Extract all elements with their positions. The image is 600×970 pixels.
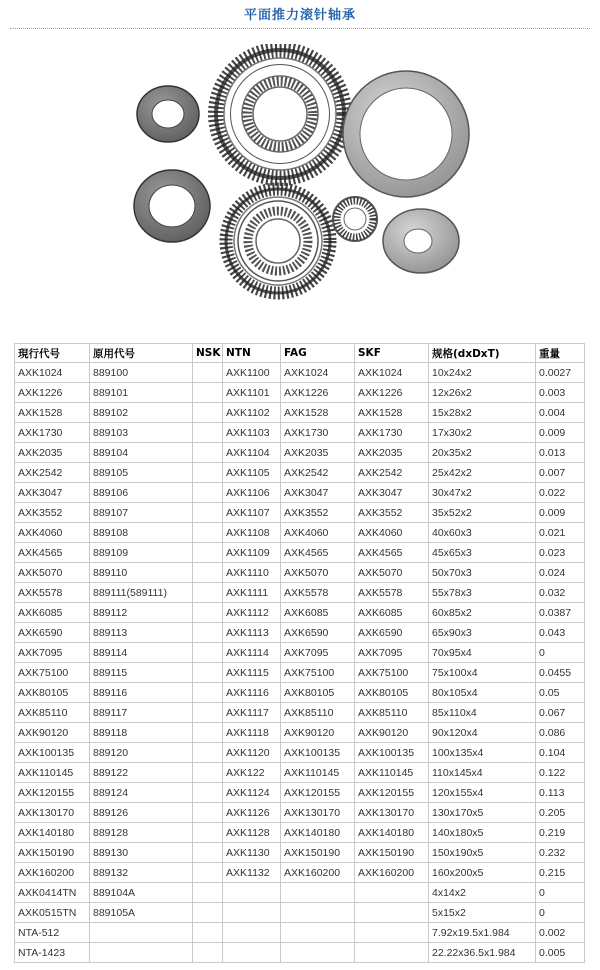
cell-old-code: 889112 bbox=[90, 603, 193, 623]
cell-nsk bbox=[193, 543, 223, 563]
table-row bbox=[15, 563, 585, 583]
cell-weight: 0.215 bbox=[536, 863, 585, 883]
cell-current-code: AXK85110 bbox=[15, 703, 90, 723]
washer-large-right bbox=[343, 71, 469, 197]
table-row bbox=[15, 383, 585, 403]
cell-old-code: 889120 bbox=[90, 743, 193, 763]
cell-dimensions: 160x200x5 bbox=[429, 863, 536, 883]
cell-weight: 0.0387 bbox=[536, 603, 585, 623]
cell-dimensions: 100x135x4 bbox=[429, 743, 536, 763]
cell-fag: AXK80105 bbox=[281, 683, 355, 703]
table-row bbox=[15, 663, 585, 683]
cell-ntn bbox=[223, 943, 281, 963]
cell-nsk bbox=[193, 923, 223, 943]
table-row bbox=[15, 783, 585, 803]
table-body bbox=[15, 363, 585, 963]
header-fag: FAG bbox=[281, 344, 355, 363]
cell-dimensions: 35x52x2 bbox=[429, 503, 536, 523]
cell-weight: 0.104 bbox=[536, 743, 585, 763]
cell-old-code: 889117 bbox=[90, 703, 193, 723]
cell-nsk bbox=[193, 883, 223, 903]
cell-nsk bbox=[193, 443, 223, 463]
cell-fag bbox=[281, 903, 355, 923]
cell-nsk bbox=[193, 703, 223, 723]
table-row bbox=[15, 643, 585, 663]
cell-fag: AXK1528 bbox=[281, 403, 355, 423]
washer-medium-left bbox=[134, 170, 210, 242]
cell-weight: 0.067 bbox=[536, 703, 585, 723]
cell-nsk bbox=[193, 663, 223, 683]
cell-nsk bbox=[193, 843, 223, 863]
cell-ntn: AXK1124 bbox=[223, 783, 281, 803]
cell-fag: AXK2542 bbox=[281, 463, 355, 483]
table-row bbox=[15, 703, 585, 723]
cell-skf: AXK100135 bbox=[355, 743, 429, 763]
cell-fag: AXK3047 bbox=[281, 483, 355, 503]
cell-old-code: 889100 bbox=[90, 363, 193, 383]
cell-current-code: AXK0414TN bbox=[15, 883, 90, 903]
cell-fag bbox=[281, 923, 355, 943]
table-row bbox=[15, 443, 585, 463]
cell-weight: 0.219 bbox=[536, 823, 585, 843]
needle-bearing-large-top bbox=[216, 50, 344, 178]
cell-ntn: AXK1101 bbox=[223, 383, 281, 403]
header-nsk: NSK bbox=[193, 344, 223, 363]
needle-bearing-small bbox=[333, 197, 377, 241]
table-row bbox=[15, 923, 585, 943]
cell-ntn: AXK1115 bbox=[223, 663, 281, 683]
cell-nsk bbox=[193, 943, 223, 963]
cell-ntn: AXK1126 bbox=[223, 803, 281, 823]
cell-fag: AXK1226 bbox=[281, 383, 355, 403]
cell-nsk bbox=[193, 423, 223, 443]
cell-ntn: AXK1118 bbox=[223, 723, 281, 743]
cell-fag: AXK100135 bbox=[281, 743, 355, 763]
cell-weight: 0.022 bbox=[536, 483, 585, 503]
cell-old-code: 889104A bbox=[90, 883, 193, 903]
table-row bbox=[15, 743, 585, 763]
cell-dimensions: 12x26x2 bbox=[429, 383, 536, 403]
cell-current-code: AXK6085 bbox=[15, 603, 90, 623]
table-row bbox=[15, 623, 585, 643]
cell-skf: AXK1024 bbox=[355, 363, 429, 383]
cell-ntn: AXK1100 bbox=[223, 363, 281, 383]
cell-weight: 0.024 bbox=[536, 563, 585, 583]
table-row bbox=[15, 883, 585, 903]
cell-weight: 0.021 bbox=[536, 523, 585, 543]
cell-weight: 0.013 bbox=[536, 443, 585, 463]
cell-weight: 0 bbox=[536, 883, 585, 903]
cell-old-code: 889128 bbox=[90, 823, 193, 843]
cell-fag: AXK5070 bbox=[281, 563, 355, 583]
cell-old-code: 889116 bbox=[90, 683, 193, 703]
cell-fag: AXK7095 bbox=[281, 643, 355, 663]
table-row bbox=[15, 903, 585, 923]
cell-current-code: AXK90120 bbox=[15, 723, 90, 743]
cell-ntn: AXK1132 bbox=[223, 863, 281, 883]
header-current-code: 現行代号 bbox=[15, 344, 90, 363]
cell-dimensions: 120x155x4 bbox=[429, 783, 536, 803]
cell-old-code: 889106 bbox=[90, 483, 193, 503]
table-row bbox=[15, 423, 585, 443]
cell-dimensions: 40x60x3 bbox=[429, 523, 536, 543]
cell-fag: AXK4060 bbox=[281, 523, 355, 543]
cell-current-code: AXK140180 bbox=[15, 823, 90, 843]
cell-ntn: AXK1106 bbox=[223, 483, 281, 503]
cell-old-code bbox=[90, 923, 193, 943]
cell-skf: AXK2542 bbox=[355, 463, 429, 483]
cell-dimensions: 70x95x4 bbox=[429, 643, 536, 663]
cell-dimensions: 22.22x36.5x1.984 bbox=[429, 943, 536, 963]
cell-nsk bbox=[193, 523, 223, 543]
cell-weight: 0.113 bbox=[536, 783, 585, 803]
cell-fag: AXK3552 bbox=[281, 503, 355, 523]
cell-skf: AXK2035 bbox=[355, 443, 429, 463]
cell-dimensions: 10x24x2 bbox=[429, 363, 536, 383]
header-skf: SKF bbox=[355, 344, 429, 363]
cell-current-code: AXK3047 bbox=[15, 483, 90, 503]
cell-ntn: AXK1108 bbox=[223, 523, 281, 543]
cell-nsk bbox=[193, 603, 223, 623]
cell-dimensions: 140x180x5 bbox=[429, 823, 536, 843]
cell-nsk bbox=[193, 403, 223, 423]
cell-current-code: AXK1730 bbox=[15, 423, 90, 443]
cell-skf: AXK5578 bbox=[355, 583, 429, 603]
cell-weight: 0.009 bbox=[536, 503, 585, 523]
cell-fag: AXK6085 bbox=[281, 603, 355, 623]
needle-bearing-medium-bottom bbox=[226, 189, 330, 293]
table-row bbox=[15, 503, 585, 523]
cell-dimensions: 4x14x2 bbox=[429, 883, 536, 903]
cell-old-code: 889102 bbox=[90, 403, 193, 423]
cell-old-code: 889118 bbox=[90, 723, 193, 743]
cell-fag: AXK1730 bbox=[281, 423, 355, 443]
cell-current-code: AXK80105 bbox=[15, 683, 90, 703]
cell-nsk bbox=[193, 483, 223, 503]
title-divider bbox=[10, 28, 590, 29]
table-row bbox=[15, 843, 585, 863]
cell-dimensions: 85x110x4 bbox=[429, 703, 536, 723]
cell-nsk bbox=[193, 903, 223, 923]
cell-weight: 0.023 bbox=[536, 543, 585, 563]
cell-skf bbox=[355, 923, 429, 943]
cell-ntn bbox=[223, 923, 281, 943]
cell-current-code: AXK130170 bbox=[15, 803, 90, 823]
cell-skf: AXK140180 bbox=[355, 823, 429, 843]
cell-nsk bbox=[193, 683, 223, 703]
cell-fag: AXK120155 bbox=[281, 783, 355, 803]
cell-nsk bbox=[193, 583, 223, 603]
cell-current-code: AXK1226 bbox=[15, 383, 90, 403]
cell-old-code: 889124 bbox=[90, 783, 193, 803]
cell-nsk bbox=[193, 743, 223, 763]
washer-small-bottom-right bbox=[383, 209, 459, 273]
cell-dimensions: 80x105x4 bbox=[429, 683, 536, 703]
cell-skf: AXK130170 bbox=[355, 803, 429, 823]
cell-skf: AXK6590 bbox=[355, 623, 429, 643]
table-row bbox=[15, 723, 585, 743]
cell-fag: AXK6590 bbox=[281, 623, 355, 643]
cell-skf: AXK3552 bbox=[355, 503, 429, 523]
table-header-row bbox=[15, 344, 585, 363]
cell-skf: AXK1226 bbox=[355, 383, 429, 403]
cell-fag: AXK90120 bbox=[281, 723, 355, 743]
cell-old-code: 889132 bbox=[90, 863, 193, 883]
cell-weight: 0.002 bbox=[536, 923, 585, 943]
washer-small-top-left bbox=[137, 86, 199, 142]
cell-current-code: AXK5578 bbox=[15, 583, 90, 603]
cell-weight: 0.232 bbox=[536, 843, 585, 863]
cell-fag: AXK5578 bbox=[281, 583, 355, 603]
cell-current-code: AXK7095 bbox=[15, 643, 90, 663]
cell-old-code: 889126 bbox=[90, 803, 193, 823]
table-row bbox=[15, 463, 585, 483]
cell-ntn bbox=[223, 903, 281, 923]
cell-old-code: 889114 bbox=[90, 643, 193, 663]
cell-ntn: AXK1103 bbox=[223, 423, 281, 443]
cell-old-code: 889115 bbox=[90, 663, 193, 683]
header-dimensions: 规格(dxDxT) bbox=[429, 344, 536, 363]
cell-dimensions: 5x15x2 bbox=[429, 903, 536, 923]
cell-weight: 0.205 bbox=[536, 803, 585, 823]
cell-weight: 0.043 bbox=[536, 623, 585, 643]
bearing-product-photo bbox=[128, 44, 472, 314]
cell-skf: AXK85110 bbox=[355, 703, 429, 723]
cell-fag bbox=[281, 883, 355, 903]
cell-old-code: 889105A bbox=[90, 903, 193, 923]
table-row bbox=[15, 363, 585, 383]
cell-ntn: AXK1107 bbox=[223, 503, 281, 523]
cell-ntn: AXK1116 bbox=[223, 683, 281, 703]
cell-weight: 0.009 bbox=[536, 423, 585, 443]
cell-old-code: 889122 bbox=[90, 763, 193, 783]
cell-weight: 0.004 bbox=[536, 403, 585, 423]
cell-skf: AXK1730 bbox=[355, 423, 429, 443]
cell-skf: AXK7095 bbox=[355, 643, 429, 663]
cell-ntn: AXK1110 bbox=[223, 563, 281, 583]
cell-nsk bbox=[193, 363, 223, 383]
cell-weight: 0.086 bbox=[536, 723, 585, 743]
cell-weight: 0.0027 bbox=[536, 363, 585, 383]
bearing-spec-table bbox=[14, 343, 585, 963]
cell-current-code: AXK75100 bbox=[15, 663, 90, 683]
cell-weight: 0.003 bbox=[536, 383, 585, 403]
cell-ntn: AXK1104 bbox=[223, 443, 281, 463]
cell-fag: AXK140180 bbox=[281, 823, 355, 843]
table-row bbox=[15, 863, 585, 883]
cell-nsk bbox=[193, 803, 223, 823]
cell-ntn: AXK1120 bbox=[223, 743, 281, 763]
cell-old-code: 889108 bbox=[90, 523, 193, 543]
cell-weight: 0.0455 bbox=[536, 663, 585, 683]
cell-dimensions: 45x65x3 bbox=[429, 543, 536, 563]
cell-fag bbox=[281, 943, 355, 963]
header-weight: 重量 bbox=[536, 344, 585, 363]
cell-nsk bbox=[193, 863, 223, 883]
cell-current-code: AXK1024 bbox=[15, 363, 90, 383]
cell-fag: AXK160200 bbox=[281, 863, 355, 883]
cell-ntn bbox=[223, 883, 281, 903]
cell-fag: AXK75100 bbox=[281, 663, 355, 683]
cell-current-code: AXK120155 bbox=[15, 783, 90, 803]
cell-current-code: AXK2035 bbox=[15, 443, 90, 463]
header-old-code: 原用代号 bbox=[90, 344, 193, 363]
cell-nsk bbox=[193, 763, 223, 783]
cell-old-code bbox=[90, 943, 193, 963]
table-row bbox=[15, 763, 585, 783]
cell-fag: AXK150190 bbox=[281, 843, 355, 863]
cell-dimensions: 65x90x3 bbox=[429, 623, 536, 643]
cell-skf bbox=[355, 883, 429, 903]
cell-dimensions: 25x42x2 bbox=[429, 463, 536, 483]
cell-skf: AXK5070 bbox=[355, 563, 429, 583]
cell-ntn: AXK1112 bbox=[223, 603, 281, 623]
cell-ntn: AXK1117 bbox=[223, 703, 281, 723]
cell-skf: AXK110145 bbox=[355, 763, 429, 783]
cell-nsk bbox=[193, 823, 223, 843]
cell-old-code: 889104 bbox=[90, 443, 193, 463]
cell-current-code: AXK6590 bbox=[15, 623, 90, 643]
cell-dimensions: 90x120x4 bbox=[429, 723, 536, 743]
cell-ntn: AXK1113 bbox=[223, 623, 281, 643]
cell-skf: AXK4565 bbox=[355, 543, 429, 563]
cell-old-code: 889113 bbox=[90, 623, 193, 643]
cell-weight: 0.005 bbox=[536, 943, 585, 963]
cell-weight: 0 bbox=[536, 643, 585, 663]
cell-current-code: AXK4060 bbox=[15, 523, 90, 543]
cell-dimensions: 75x100x4 bbox=[429, 663, 536, 683]
cell-ntn: AXK1105 bbox=[223, 463, 281, 483]
cell-current-code: AXK3552 bbox=[15, 503, 90, 523]
cell-current-code: AXK2542 bbox=[15, 463, 90, 483]
cell-nsk bbox=[193, 503, 223, 523]
cell-skf: AXK75100 bbox=[355, 663, 429, 683]
cell-old-code: 889103 bbox=[90, 423, 193, 443]
cell-dimensions: 15x28x2 bbox=[429, 403, 536, 423]
cell-current-code: AXK160200 bbox=[15, 863, 90, 883]
table-row bbox=[15, 943, 585, 963]
table-row bbox=[15, 823, 585, 843]
cell-old-code: 889105 bbox=[90, 463, 193, 483]
table-row bbox=[15, 403, 585, 423]
cell-ntn: AXK122 bbox=[223, 763, 281, 783]
cell-nsk bbox=[193, 623, 223, 643]
cell-weight: 0.032 bbox=[536, 583, 585, 603]
cell-nsk bbox=[193, 783, 223, 803]
table-row bbox=[15, 583, 585, 603]
cell-current-code: NTA-512 bbox=[15, 923, 90, 943]
cell-current-code: NTA-1423 bbox=[15, 943, 90, 963]
cell-ntn: AXK1109 bbox=[223, 543, 281, 563]
table-row bbox=[15, 683, 585, 703]
table-row bbox=[15, 523, 585, 543]
cell-ntn: AXK1128 bbox=[223, 823, 281, 843]
cell-ntn: AXK1102 bbox=[223, 403, 281, 423]
cell-nsk bbox=[193, 383, 223, 403]
cell-nsk bbox=[193, 643, 223, 663]
cell-dimensions: 130x170x5 bbox=[429, 803, 536, 823]
cell-fag: AXK130170 bbox=[281, 803, 355, 823]
cell-old-code: 889111(589111) bbox=[90, 583, 193, 603]
cell-ntn: AXK1114 bbox=[223, 643, 281, 663]
cell-weight: 0 bbox=[536, 903, 585, 923]
cell-ntn: AXK1111 bbox=[223, 583, 281, 603]
cell-old-code: 889109 bbox=[90, 543, 193, 563]
table-row bbox=[15, 483, 585, 503]
cell-skf bbox=[355, 903, 429, 923]
cell-dimensions: 55x78x3 bbox=[429, 583, 536, 603]
cell-dimensions: 110x145x4 bbox=[429, 763, 536, 783]
table-row bbox=[15, 603, 585, 623]
cell-current-code: AXK0515TN bbox=[15, 903, 90, 923]
cell-fag: AXK1024 bbox=[281, 363, 355, 383]
cell-skf: AXK120155 bbox=[355, 783, 429, 803]
cell-current-code: AXK4565 bbox=[15, 543, 90, 563]
cell-skf: AXK3047 bbox=[355, 483, 429, 503]
cell-dimensions: 20x35x2 bbox=[429, 443, 536, 463]
cell-current-code: AXK150190 bbox=[15, 843, 90, 863]
cell-old-code: 889130 bbox=[90, 843, 193, 863]
cell-nsk bbox=[193, 563, 223, 583]
cell-old-code: 889107 bbox=[90, 503, 193, 523]
cell-dimensions: 150x190x5 bbox=[429, 843, 536, 863]
header-ntn: NTN bbox=[223, 344, 281, 363]
cell-old-code: 889110 bbox=[90, 563, 193, 583]
cell-weight: 0.05 bbox=[536, 683, 585, 703]
table-row bbox=[15, 543, 585, 563]
cell-current-code: AXK110145 bbox=[15, 763, 90, 783]
cell-skf: AXK1528 bbox=[355, 403, 429, 423]
cell-skf bbox=[355, 943, 429, 963]
cell-ntn: AXK1130 bbox=[223, 843, 281, 863]
cell-dimensions: 17x30x2 bbox=[429, 423, 536, 443]
cell-nsk bbox=[193, 463, 223, 483]
cell-current-code: AXK1528 bbox=[15, 403, 90, 423]
cell-old-code: 889101 bbox=[90, 383, 193, 403]
cell-weight: 0.007 bbox=[536, 463, 585, 483]
cell-dimensions: 7.92x19.5x1.984 bbox=[429, 923, 536, 943]
cell-fag: AXK85110 bbox=[281, 703, 355, 723]
table-row bbox=[15, 803, 585, 823]
cell-current-code: AXK5070 bbox=[15, 563, 90, 583]
cell-skf: AXK6085 bbox=[355, 603, 429, 623]
page-title: 平面推力滚针轴承 bbox=[243, 8, 356, 23]
cell-dimensions: 50x70x3 bbox=[429, 563, 536, 583]
cell-nsk bbox=[193, 723, 223, 743]
cell-fag: AXK4565 bbox=[281, 543, 355, 563]
cell-fag: AXK2035 bbox=[281, 443, 355, 463]
cell-dimensions: 30x47x2 bbox=[429, 483, 536, 503]
cell-skf: AXK4060 bbox=[355, 523, 429, 543]
cell-current-code: AXK100135 bbox=[15, 743, 90, 763]
cell-weight: 0.122 bbox=[536, 763, 585, 783]
cell-skf: AXK150190 bbox=[355, 843, 429, 863]
cell-skf: AXK160200 bbox=[355, 863, 429, 883]
cell-fag: AXK110145 bbox=[281, 763, 355, 783]
cell-skf: AXK90120 bbox=[355, 723, 429, 743]
cell-dimensions: 60x85x2 bbox=[429, 603, 536, 623]
cell-skf: AXK80105 bbox=[355, 683, 429, 703]
